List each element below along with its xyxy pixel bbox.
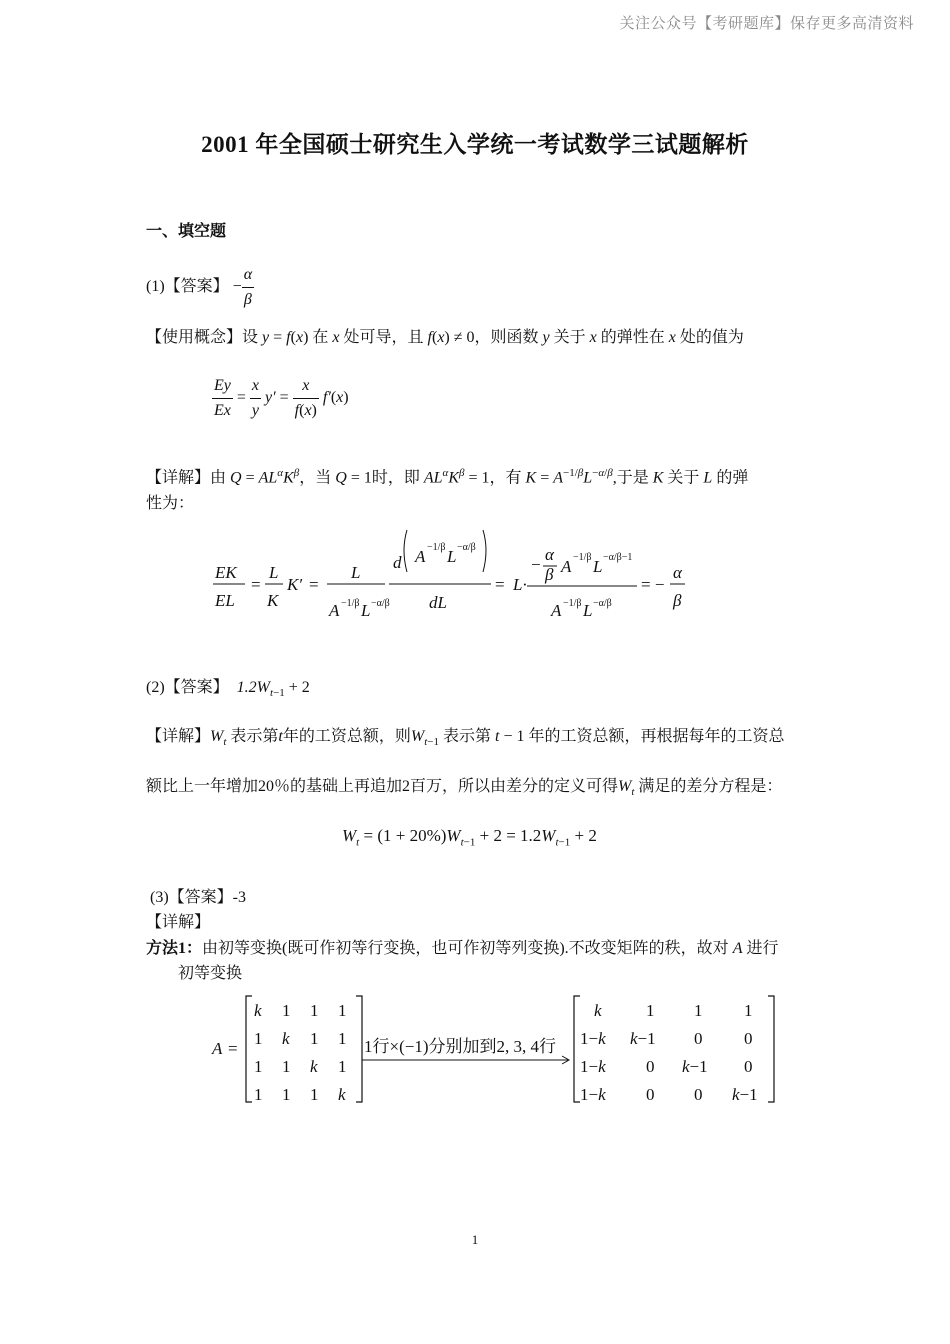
svg-text:A: A bbox=[415, 547, 426, 566]
arrow-label: 1行×(−1)分别加到2, 3, 4行 bbox=[364, 1037, 557, 1056]
svg-text:1: 1 bbox=[310, 1029, 319, 1048]
svg-text:k−1: k−1 bbox=[682, 1057, 708, 1076]
q1-detail-text: 的弹 bbox=[716, 469, 749, 487]
svg-text:0: 0 bbox=[646, 1085, 655, 1104]
q1-concept: 【使用概念】设 y = f(x) 在 x 处可导，且 f(x) ≠ 0，则函数 y 关于 x 的弹性在 x 处的值为 bbox=[146, 329, 744, 346]
q1-concept-text: 处的值为 bbox=[679, 329, 744, 346]
svg-text:k: k bbox=[594, 1001, 602, 1020]
svg-text:d: d bbox=[393, 553, 402, 572]
svg-text:=: = bbox=[251, 575, 261, 594]
page-title: 2001 年全国硕士研究生入学统一考试数学三试题解析 bbox=[201, 132, 749, 157]
q1-answer bbox=[146, 263, 254, 312]
svg-text:1−k: 1−k bbox=[580, 1085, 606, 1104]
watermark: 关注公众号【考研题库】保存更多高清资料 bbox=[619, 16, 914, 32]
q2-detail-label: 【详解】 bbox=[146, 728, 211, 745]
q2-answer: (2)【答案】 $1.2W_{t-1} + 2$ bbox=[146, 679, 310, 700]
q3-method-text: 进行 bbox=[746, 940, 779, 957]
svg-text:A: A bbox=[212, 1039, 223, 1058]
svg-text:L: L bbox=[583, 601, 593, 620]
q1-detail-line2: 性为： bbox=[146, 495, 195, 512]
svg-text:1: 1 bbox=[254, 1029, 263, 1048]
q1-concept-label: 【使用概念】 bbox=[146, 329, 243, 346]
svg-text:A: A bbox=[329, 601, 340, 620]
q3-method-line2: 初等变换 bbox=[178, 965, 243, 982]
difference-equation: $W_t = (1 + 20\%)W_{t-1} + 2 = 1.2W_{t-1} + 2$ bbox=[342, 826, 597, 849]
svg-text:dL: dL bbox=[429, 593, 447, 612]
svg-text:k: k bbox=[310, 1057, 318, 1076]
svg-text:1: 1 bbox=[282, 1057, 291, 1076]
svg-text:1: 1 bbox=[744, 1001, 753, 1020]
svg-text:0: 0 bbox=[646, 1057, 655, 1076]
q1-answer-label: (1)【答案】 bbox=[146, 278, 229, 296]
svg-text:L: L bbox=[447, 547, 457, 566]
svg-text:−α/β: −α/β bbox=[371, 598, 390, 609]
svg-text:k−1: k−1 bbox=[732, 1085, 758, 1104]
elasticity-derivation bbox=[205, 520, 705, 630]
matrix-transformation bbox=[210, 990, 790, 1110]
q1-detail-text: 关于 bbox=[667, 469, 700, 487]
svg-text:1: 1 bbox=[282, 1085, 291, 1104]
svg-text:L: L bbox=[269, 563, 279, 582]
q1-detail-label: 【详解】 bbox=[146, 469, 211, 487]
svg-text:K′: K′ bbox=[287, 575, 303, 594]
page-number: 1 bbox=[471, 1232, 479, 1247]
svg-text:A: A bbox=[551, 601, 562, 620]
svg-text:1: 1 bbox=[310, 1085, 319, 1104]
svg-text:EL: EL bbox=[215, 591, 235, 610]
svg-text:=: = bbox=[495, 575, 505, 594]
elasticity-formula: $\frac{Ey}{Ex}$ = $\frac{x}{y}$ y′ = $\frac{x}{f(x)}$ f′(x) bbox=[212, 374, 349, 423]
svg-text:k−1: k−1 bbox=[630, 1029, 656, 1048]
svg-text:K: K bbox=[267, 591, 279, 610]
q3-method bbox=[146, 937, 778, 961]
q3-detail-label: 【详解】 bbox=[146, 914, 211, 931]
svg-text:−1/β: −1/β bbox=[341, 598, 360, 609]
svg-text:k: k bbox=[282, 1029, 290, 1048]
q2-answer-value: 1.2W bbox=[236, 679, 270, 696]
q2-detail-text: 表示第 bbox=[443, 728, 492, 745]
q2-detail-text: 满足的差分方程是： bbox=[638, 778, 783, 795]
svg-text:−α/β−1: −α/β−1 bbox=[603, 552, 633, 563]
section-heading: 一、填空题 bbox=[146, 223, 227, 240]
svg-text:=: = bbox=[309, 575, 319, 594]
svg-text:1: 1 bbox=[254, 1057, 263, 1076]
q1-concept-text: 的弹性在 bbox=[600, 329, 665, 346]
q3-method-text: 由初等变换(既可作初等行变换，也可作初等列变换).不改变矩阵的秩，故对 bbox=[202, 940, 729, 957]
q2-answer-label: (2)【答案】 bbox=[146, 679, 229, 696]
q2-detail-text: t bbox=[278, 728, 283, 745]
svg-text:β: β bbox=[545, 565, 554, 584]
svg-text:L: L bbox=[361, 601, 371, 620]
svg-text:1: 1 bbox=[338, 1057, 347, 1076]
svg-text:k: k bbox=[254, 1001, 262, 1020]
svg-text:= −: = − bbox=[641, 575, 665, 594]
q1-concept-text: 关于 bbox=[553, 329, 586, 346]
svg-text:k: k bbox=[338, 1085, 346, 1104]
q3-answer: (3)【答案】-3 bbox=[150, 889, 246, 906]
q1-answer-formula: − $\frac{\alpha}{\beta}$ bbox=[233, 278, 254, 295]
svg-text:1: 1 bbox=[338, 1029, 347, 1048]
q1-concept-text: 在 bbox=[312, 329, 329, 346]
svg-text:1: 1 bbox=[282, 1001, 291, 1020]
svg-text:0: 0 bbox=[694, 1085, 703, 1104]
q1-concept-text: ，则函数 bbox=[474, 329, 539, 346]
svg-text:A: A bbox=[561, 557, 572, 576]
q1-detail-text: 时，即 bbox=[371, 469, 420, 487]
svg-text:1−k: 1−k bbox=[580, 1057, 606, 1076]
svg-text:1: 1 bbox=[694, 1001, 703, 1020]
svg-text:0: 0 bbox=[744, 1057, 753, 1076]
svg-text:1: 1 bbox=[646, 1001, 655, 1020]
svg-text:β: β bbox=[673, 591, 682, 610]
svg-text:0: 0 bbox=[744, 1029, 753, 1048]
q2-detail-line2: 额比上一年增加20％的基础上再追加2百万，所以由差分的定义可得$W_t$ 满足的差分方程是： bbox=[146, 778, 783, 799]
q2-detail-line1: 【详解】$W_t$ 表示第t年的工资总额，则$W_{t-1}$ 表示第 t − 1 年的工资总额，再根据每年的工资总 bbox=[146, 728, 785, 749]
svg-text:α: α bbox=[545, 545, 554, 564]
q3-method-text: A bbox=[732, 940, 743, 957]
svg-text:1−k: 1−k bbox=[580, 1029, 606, 1048]
svg-text:=: = bbox=[228, 1039, 238, 1058]
q1-concept-text: 设 bbox=[242, 329, 259, 346]
svg-text:1: 1 bbox=[310, 1001, 319, 1020]
q2-detail-text: 额比上一年增加20％的基础上再追加2百万，所以由差分的定义可得 bbox=[146, 778, 619, 795]
svg-text:L: L bbox=[593, 557, 603, 576]
svg-text:1: 1 bbox=[338, 1001, 347, 1020]
q2-detail-text: 年的工资总额，则 bbox=[282, 728, 411, 745]
svg-text:−1/β: −1/β bbox=[573, 552, 592, 563]
q1-concept-text: 处可导，且 bbox=[343, 329, 424, 346]
q1-detail-text: ，当 bbox=[299, 469, 332, 487]
svg-text:L·: L· bbox=[513, 575, 527, 594]
svg-text:−1/β: −1/β bbox=[427, 542, 446, 553]
q1-detail-text: 由 bbox=[210, 469, 227, 487]
svg-text:−α/β: −α/β bbox=[593, 598, 612, 609]
svg-text:α: α bbox=[673, 563, 682, 582]
svg-text:L: L bbox=[351, 563, 361, 582]
svg-text:−: − bbox=[531, 555, 541, 574]
svg-text:−α/β: −α/β bbox=[457, 542, 476, 553]
q1-detail-text: ，有 bbox=[489, 469, 522, 487]
svg-text:0: 0 bbox=[694, 1029, 703, 1048]
q1-detail: 【详解】由 $Q = AL^\alpha K^\beta$，当 Q = 1时，即 $AL^\alpha K^\beta = 1$，有 $K = A^{-1/\beta}L^{-\alpha/\beta}$,于是 K 关于 L 的弹 bbox=[146, 467, 749, 487]
q1-detail-text: ,于是 bbox=[612, 469, 649, 487]
q2-detail-text: 年的工资总额，再根据每年的工资总 bbox=[528, 728, 785, 745]
svg-text:EK: EK bbox=[215, 563, 237, 582]
svg-text:1: 1 bbox=[254, 1085, 263, 1104]
svg-text:−1/β: −1/β bbox=[563, 598, 582, 609]
q3-method-label: 方法1： bbox=[146, 940, 203, 957]
q2-detail-text: 表示第 bbox=[230, 728, 279, 745]
